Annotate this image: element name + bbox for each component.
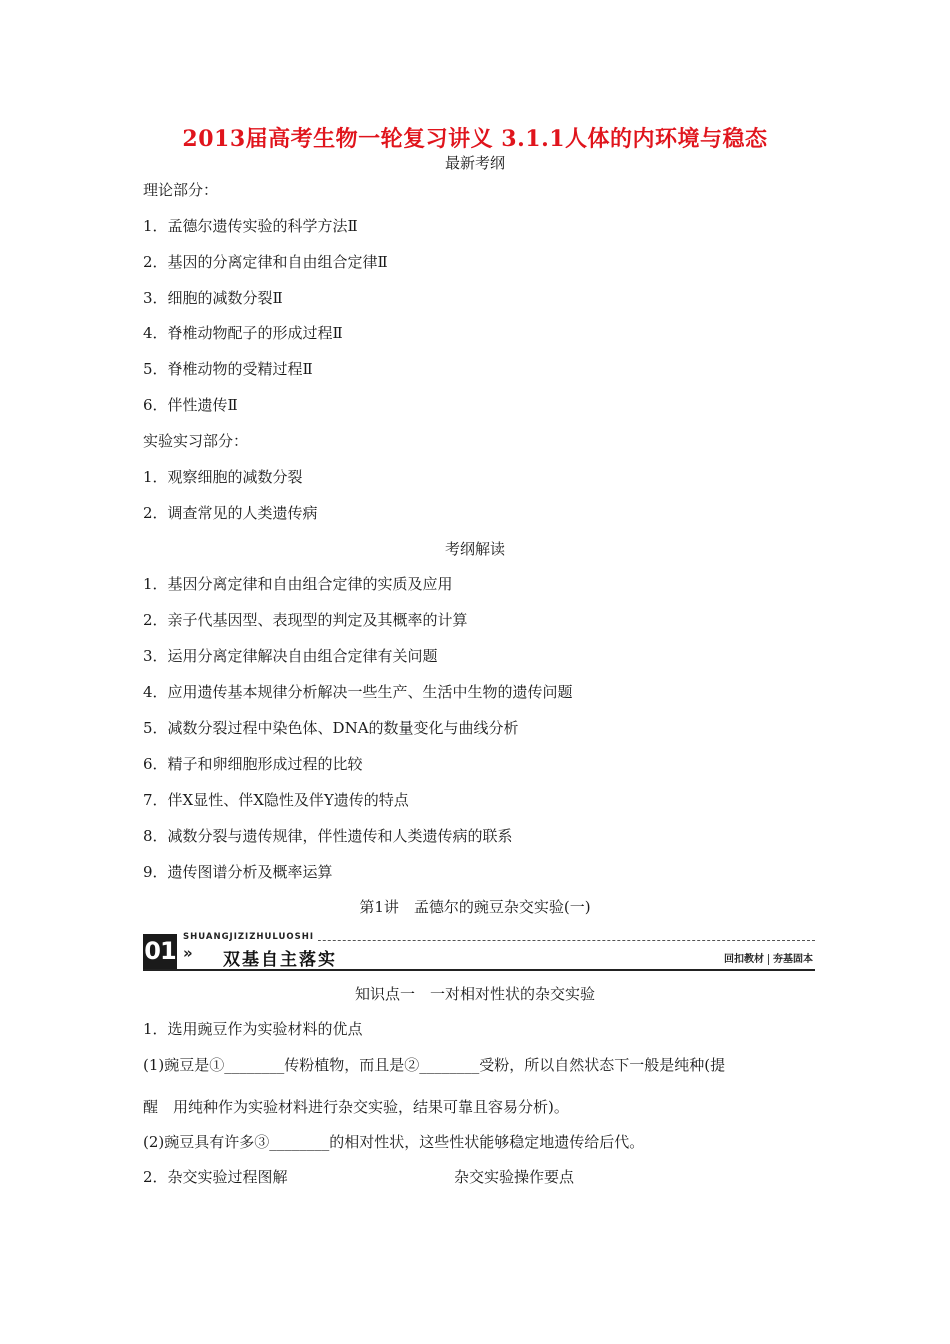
lecture-title: 第1讲 孟德尔的豌豆杂交实验(一) — [359, 898, 591, 916]
body-line: (2)豌豆具有许多③________的相对性状，这些性状能够稳定地遗传给后代。 — [143, 1133, 645, 1151]
chevron-right-icon: » — [183, 944, 193, 962]
interpretation-item: 9．遗传图谱分析及概率运算 — [143, 863, 333, 881]
interpretation-item: 5．减数分裂过程中染色体、DNA的数量变化与曲线分析 — [143, 719, 519, 737]
banner-tags — [724, 950, 813, 965]
experiment-heading: 实验实习部分： — [143, 432, 249, 450]
tag-divider — [768, 954, 769, 965]
section-number-badge: 01 — [143, 934, 177, 969]
banner-tag: 回扣教材 — [724, 954, 764, 965]
interpretation-item: 6．精子和卵细胞形成过程的比较 — [143, 755, 363, 773]
interpretation-item: 3．运用分离定律解决自由组合定律有关问题 — [143, 647, 438, 665]
body-line: 1．选用豌豆作为实验材料的优点 — [143, 1020, 363, 1038]
theory-item: 1．孟德尔遗传实验的科学方法Ⅱ — [143, 217, 358, 235]
interpretation-item: 1．基因分离定律和自由组合定律的实质及应用 — [143, 575, 453, 593]
body-line: (1)豌豆是①________传粉植物，而且是②________受粉，所以自然状态下一般是纯种(提 — [143, 1056, 726, 1074]
experiment-item: 1．观察细胞的减数分裂 — [143, 468, 303, 486]
document-title: 2013届高考生物一轮复习讲义 3.1.1人体的内环境与稳态 — [182, 126, 768, 152]
banner-pinyin: SHUANGJIZIZHULUOSHI — [183, 932, 318, 942]
operation-caption: 杂交实验操作要点 — [454, 1168, 575, 1186]
interpretation-item: 2．亲子代基因型、表现型的判定及其概率的计算 — [143, 611, 468, 629]
interpretation-heading: 考纲解读 — [444, 540, 505, 558]
theory-item: 5．脊椎动物的受精过程Ⅱ — [143, 360, 313, 378]
diagram-caption: 2．杂交实验过程图解 — [143, 1168, 288, 1186]
interpretation-item: 7．伴X显性、伴X隐性及伴Y遗传的特点 — [143, 791, 409, 809]
theory-item: 3．细胞的减数分裂Ⅱ — [143, 289, 283, 307]
experiment-item: 2．调查常见的人类遗传病 — [143, 504, 318, 522]
interpretation-item: 4．应用遗传基本规律分析解决一些生产、生活中生物的遗传问题 — [143, 683, 573, 701]
theory-item: 4．脊椎动物配子的形成过程Ⅱ — [143, 324, 343, 342]
theory-heading: 理论部分： — [143, 181, 219, 199]
banner-heading: 双基自主落实 — [223, 950, 337, 970]
body-line: 醒 用纯种作为实验材料进行杂交实验，结果可靠且容易分析)。 — [143, 1098, 569, 1116]
interpretation-item: 8．减数分裂与遗传规律，伴性遗传和人类遗传病的联系 — [143, 827, 513, 845]
banner-tag: 夯基固本 — [773, 954, 813, 965]
theory-item: 6．伴性遗传Ⅱ — [143, 396, 238, 414]
knowledge-point-heading: 知识点一 一对相对性状的杂交实验 — [354, 985, 595, 1003]
syllabus-heading: 最新考纲 — [444, 154, 505, 172]
section-banner — [143, 932, 815, 974]
theory-item: 2．基因的分离定律和自由组合定律Ⅱ — [143, 253, 388, 271]
